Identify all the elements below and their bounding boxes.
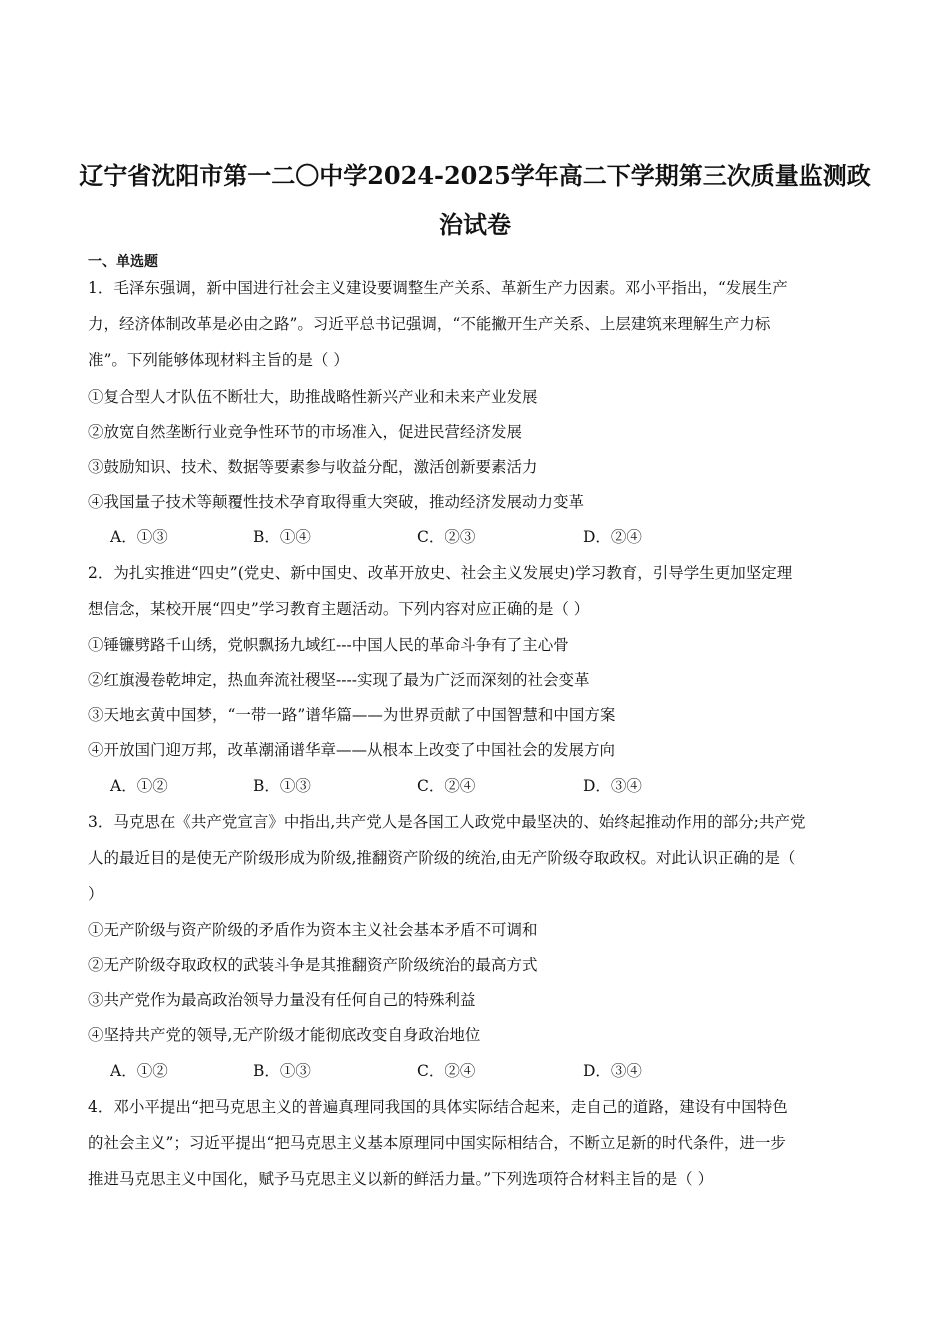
- question-2-statement-4: ④开放国门迎万邦，改革潮涌谱华章——从根本上改变了中国社会的发展方向: [88, 741, 616, 759]
- section-heading: 一、单选题: [88, 254, 158, 270]
- question-1-stem-line-3: 准”。下列能够体现材料主旨的是（ ）: [88, 351, 349, 369]
- question-1-option-a: A．①③: [110, 528, 168, 546]
- question-2-option-b: B．①③: [253, 777, 311, 795]
- document-title-line-2: 治试卷: [439, 210, 511, 239]
- question-3-option-d: D．③④: [583, 1062, 642, 1080]
- question-4-stem-line-2: 的社会主义”；习近平提出“把马克思主义基本原理同中国实际相结合，不断立足新的时代条件，进一步: [88, 1134, 786, 1152]
- question-4-stem-line-1: 4．邓小平提出“把马克思主义的普遍真理同我国的具体实际结合起来，走自己的道路，建设有中国特色: [88, 1098, 788, 1116]
- question-1-statement-4: ④我国量子技术等颠覆性技术孕育取得重大突破，推动经济发展动力变革: [88, 493, 585, 511]
- question-1-statement-1: ①复合型人才队伍不断壮大，助推战略性新兴产业和未来产业发展: [88, 388, 538, 406]
- question-2-statement-3: ③天地玄黄中国梦，“一带一路”谱华篇——为世界贡献了中国智慧和中国方案: [88, 706, 616, 724]
- question-3-option-c: C．②④: [417, 1062, 476, 1080]
- question-2-option-a: A．①②: [110, 777, 168, 795]
- question-3-stem-line-1: 3．马克思在《共产党宣言》中指出,共产党人是各国工人政党中最坚决的、始终起推动作用的部分;共产党: [88, 813, 806, 831]
- question-2-statement-1: ①锤镰劈路千山绣，党帜飘扬九域红---中国人民的革命斗争有了主心骨: [88, 636, 569, 654]
- question-1-statement-2: ②放宽自然垄断行业竞争性环节的市场准入，促进民营经济发展: [88, 423, 523, 441]
- question-3-statement-2: ②无产阶级夺取政权的武装斗争是其推翻资产阶级统治的最高方式: [88, 956, 538, 974]
- question-2-option-d: D．③④: [583, 777, 642, 795]
- question-1-option-c: C．②③: [417, 528, 476, 546]
- question-1-option-b: B．①④: [253, 528, 311, 546]
- question-2-option-c: C．②④: [417, 777, 476, 795]
- question-3-stem-line-3: ）: [88, 885, 104, 903]
- question-4-stem-line-3: 推进马克思主义中国化，赋予马克思主义以新的鲜活力量。”下列选项符合材料主旨的是（ ）: [88, 1170, 714, 1188]
- question-1-stem-line-1: 1．毛泽东强调，新中国进行社会主义建设要调整生产关系、革新生产力因素。邓小平指出，“发展生产: [88, 279, 788, 297]
- question-3-statement-3: ③共产党作为最高政治领导力量没有任何自己的特殊利益: [88, 991, 476, 1009]
- question-3-stem-line-2: 人的最近目的是使无产阶级形成为阶级,推翻资产阶级的统治,由无产阶级夺取政权。对此认识正确的是（: [88, 849, 796, 867]
- question-3-option-a: A．①②: [110, 1062, 168, 1080]
- question-3-statement-1: ①无产阶级与资产阶级的矛盾作为资本主义社会基本矛盾不可调和: [88, 921, 538, 939]
- question-3-option-b: B．①③: [253, 1062, 311, 1080]
- question-1-statement-3: ③鼓励知识、技术、数据等要素参与收益分配，激活创新要素活力: [88, 458, 538, 476]
- question-2-stem-line-2: 想信念，某校开展“四史”学习教育主题活动。下列内容对应正确的是（ ）: [88, 600, 590, 618]
- question-2-stem-line-1: 2．为扎实推进“四史”(党史、新中国史、改革开放史、社会主义发展史)学习教育，引导学生更加坚定理: [88, 564, 793, 582]
- question-2-statement-2: ②红旗漫卷乾坤定，热血奔流社稷坚----实现了最为广泛而深刻的社会变革: [88, 671, 590, 689]
- document-title-line-1: 辽宁省沈阳市第一二〇中学2024-2025学年高二下学期第三次质量监测政: [79, 161, 871, 190]
- question-1-option-d: D．②④: [583, 528, 642, 546]
- question-1-stem-line-2: 力，经济体制改革是必由之路”。习近平总书记强调，“不能撇开生产关系、上层建筑来理解生产力标: [88, 315, 771, 333]
- question-3-statement-4: ④坚持共产党的领导,无产阶级才能彻底改变自身政治地位: [88, 1026, 481, 1044]
